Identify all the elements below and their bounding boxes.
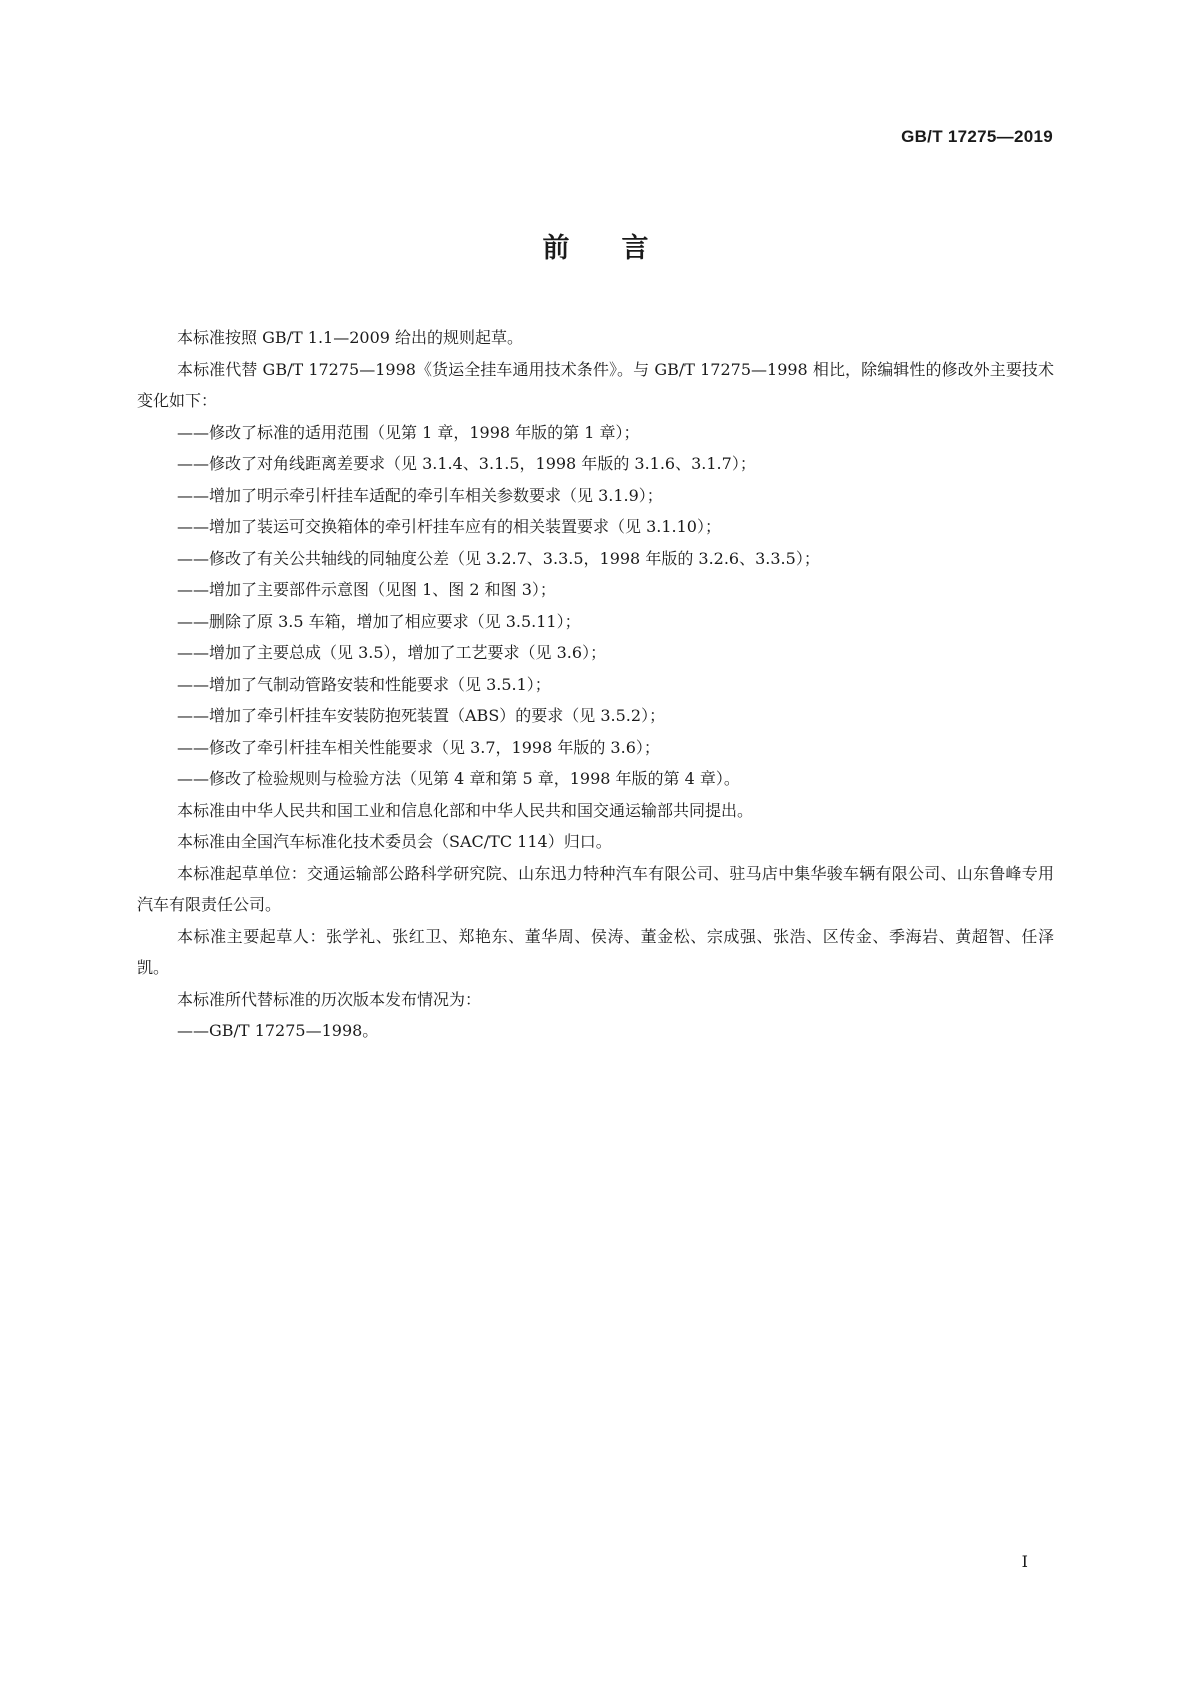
history-item: ——GB/T 17275—1998。 bbox=[177, 1021, 379, 1040]
replacement-paragraph: 本标准代替 GB/T 17275—1998《货运全挂车通用技术条件》。与 GB/T 17275—1998 相比，除编辑性的修改外主要技术变化如下： bbox=[137, 359, 1054, 410]
list-item: ——修改了对角线距离差要求（见 3.1.4、3.1.5，1998 年版的 3.1.6、3.1.7）； bbox=[177, 454, 756, 473]
drafting-rules-paragraph: 本标准按照 GB/T 1.1—2009 给出的规则起草。 bbox=[177, 328, 524, 347]
list-item: ——增加了牵引杆挂车安装防抱死装置（ABS）的要求（见 3.5.2）； bbox=[177, 706, 666, 725]
page-number: I bbox=[1021, 1552, 1028, 1571]
committee-paragraph: 本标准由全国汽车标准化技术委员会（SAC/TC 114）归口。 bbox=[177, 832, 612, 851]
history-intro-paragraph: 本标准所代替标准的历次版本发布情况为： bbox=[177, 989, 482, 1009]
list-item: ——增加了明示牵引杆挂车适配的牵引车相关参数要求（见 3.1.9）； bbox=[177, 485, 663, 505]
foreword-body bbox=[137, 322, 1054, 1047]
changes-list bbox=[137, 417, 1054, 795]
list-item: ——修改了牵引杆挂车相关性能要求（见 3.7，1998 年版的 3.6）； bbox=[177, 737, 660, 757]
proposer-paragraph: 本标准由中华人民共和国工业和信息化部和中华人民共和国交通运输部共同提出。 bbox=[177, 800, 754, 820]
list-item: ——增加了气制动管路安装和性能要求（见 3.5.1）； bbox=[177, 674, 551, 694]
drafters-paragraph: 本标准主要起草人：张学礼、张红卫、郑艳东、董华周、侯涛、董金松、宗成强、张浩、区传金、季海岩、黄超智、任泽凯。 bbox=[137, 926, 1054, 977]
list-item: ——增加了主要总成（见 3.5），增加了工艺要求（见 3.6）； bbox=[177, 643, 607, 662]
list-item: ——增加了主要部件示意图（见图 1、图 2 和图 3）； bbox=[177, 580, 556, 599]
drafting-units-paragraph: 本标准起草单位：交通运输部公路科学研究院、山东迅力特种汽车有限公司、驻马店中集华骏车辆有限公司、山东鲁峰专用汽车有限责任公司。 bbox=[137, 863, 1054, 914]
page-title: 前言 bbox=[542, 233, 701, 264]
list-item: ——修改了有关公共轴线的同轴度公差（见 3.2.7、3.3.5，1998 年版的 3.2.6、3.3.5）； bbox=[177, 548, 820, 568]
list-item: ——增加了装运可交换箱体的牵引杆挂车应有的相关装置要求（见 3.1.10）； bbox=[177, 517, 721, 536]
list-item: ——修改了检验规则与检验方法（见第 4 章和第 5 章，1998 年版的第 4 章）。 bbox=[177, 769, 740, 788]
list-item: ——删除了原 3.5 车箱，增加了相应要求（见 3.5.11）； bbox=[177, 611, 581, 631]
list-item: ——修改了标准的适用范围（见第 1 章，1998 年版的第 1 章）； bbox=[177, 422, 640, 442]
history-list bbox=[137, 1015, 1054, 1047]
standard-code: GB/T 17275—2019 bbox=[901, 127, 1053, 146]
